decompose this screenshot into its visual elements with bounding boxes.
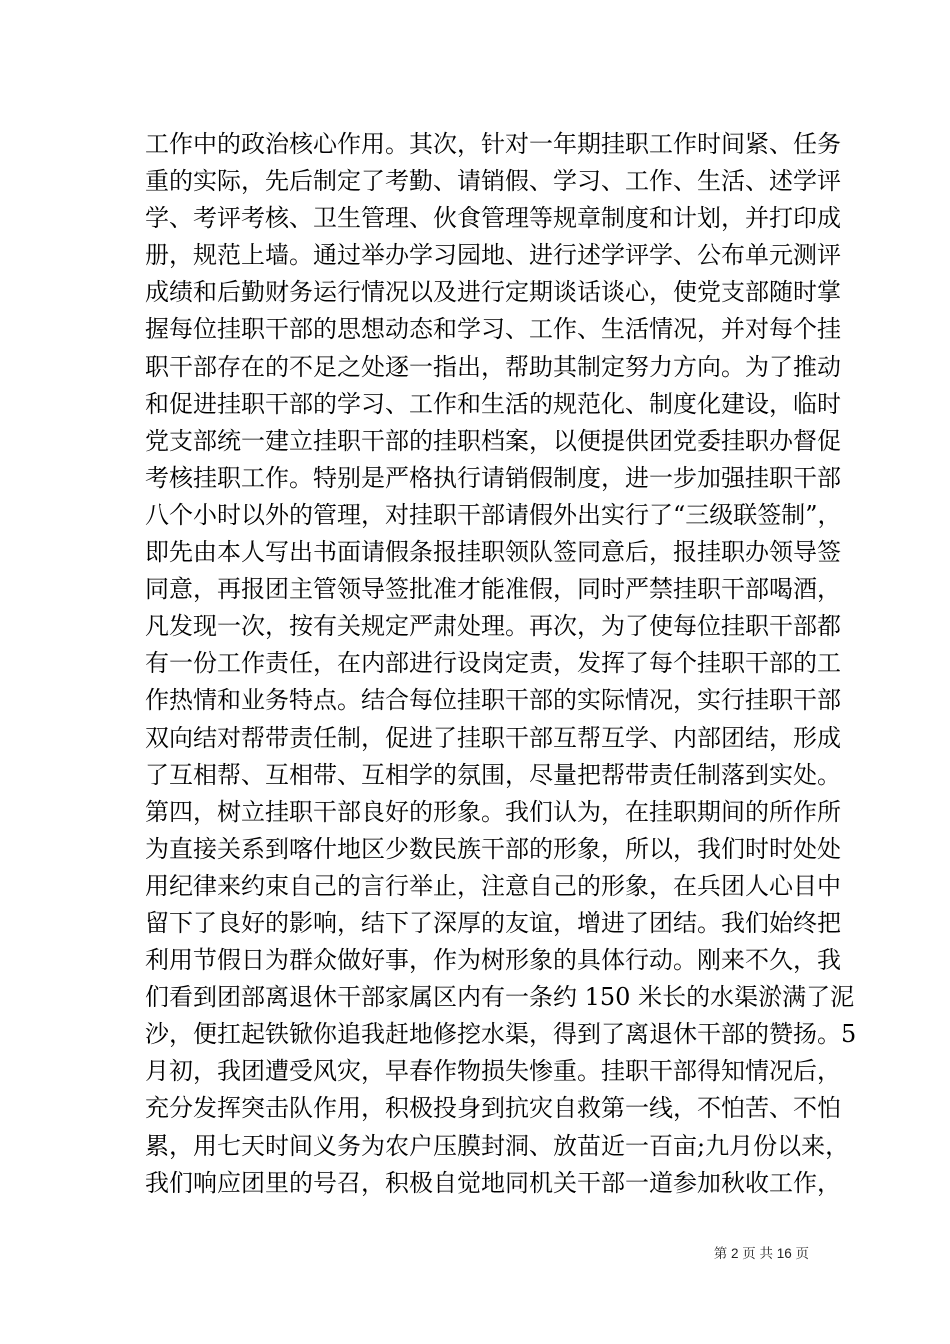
text-line: 双向结对帮带责任制，促进了挂职干部互帮互学、内部团结，形成 bbox=[145, 723, 841, 752]
text-line: 留下了良好的影响，结下了深厚的友谊，增进了团结。我们始终把 bbox=[145, 908, 841, 937]
text-line: 工作中的政治核心作用。其次，针对一年期挂职工作时间紧、任务 bbox=[145, 130, 841, 158]
text-line: 充分发挥突击队作用，积极投身到抗灾自救第一线，不怕苦、不怕 bbox=[145, 1094, 841, 1123]
body-text bbox=[145, 126, 857, 1202]
text-line: 职干部存在的不足之处逐一指出，帮助其制定努力方向。为了推动 bbox=[145, 352, 841, 381]
text-line: 月初，我团遭受风灾，早春作物损失惨重。挂职干部得知情况后， bbox=[145, 1057, 841, 1086]
text-line: 们看到团部离退休干部家属区内有一条约 150 米长的水渠淤满了泥 bbox=[145, 983, 855, 1012]
text-line: 成绩和后勤财务运行情况以及进行定期谈话谈心，使党支部随时掌 bbox=[145, 278, 841, 307]
text-line: 党支部统一建立挂职干部的挂职档案，以便提供团党委挂职办督促 bbox=[145, 426, 841, 455]
text-line: 考核挂职工作。特别是严格执行请销假制度，进一步加强挂职干部 bbox=[145, 463, 841, 492]
text-line: 了互相帮、互相带、互相学的氛围，尽量把帮带责任制落到实处。 bbox=[145, 760, 841, 789]
text-line: 我们响应团里的号召，积极自觉地同机关干部一道参加秋收工作， bbox=[145, 1168, 841, 1197]
text-line: 有一份工作责任，在内部进行设岗定责，发挥了每个挂职干部的工 bbox=[145, 649, 841, 678]
text-line: 和促进挂职干部的学习、工作和生活的规范化、制度化建设，临时 bbox=[145, 389, 841, 418]
text-line: 凡发现一次，按有关规定严肃处理。再次，为了使每位挂职干部都 bbox=[145, 612, 841, 641]
text-line: 用纪律来约束自己的言行举止，注意自己的形象，在兵团人心目中 bbox=[145, 871, 841, 900]
text-line: 学、考评考核、卫生管理、伙食管理等规章制度和计划，并打印成 bbox=[145, 204, 841, 233]
text-line: 利用节假日为群众做好事，作为树形象的具体行动。刚来不久，我 bbox=[145, 946, 841, 975]
text-line: 握每位挂职干部的思想动态和学习、工作、生活情况，并对每个挂 bbox=[145, 315, 841, 344]
text-line: 累，用七天时间义务为农户压膜封洞、放苗近一百亩;九月份以来， bbox=[145, 1131, 850, 1160]
text-line: 作热情和业务特点。结合每位挂职干部的实际情况，实行挂职干部 bbox=[145, 686, 841, 715]
text-line: 册，规范上墙。通过举办学习园地、进行述学评学、公布单元测评 bbox=[145, 241, 841, 270]
text-line: 重的实际，先后制定了考勤、请销假、学习、工作、生活、述学评 bbox=[145, 167, 841, 196]
text-line: 同意，再报团主管领导签批准才能准假，同时严禁挂职干部喝酒， bbox=[145, 575, 841, 604]
text-line: 沙，便扛起铁锨你追我赶地修挖水渠，得到了离退休干部的赞扬。5 bbox=[145, 1020, 857, 1049]
text-line: 第四，树立挂职干部良好的形象。我们认为，在挂职期间的所作所 bbox=[145, 797, 841, 826]
page-number-footer: 第 2 页 共 16 页 bbox=[713, 1246, 809, 1261]
text-line: 为直接关系到喀什地区少数民族干部的形象，所以，我们时时处处 bbox=[145, 834, 841, 863]
text-line: 即先由本人写出书面请假条报挂职领队签同意后，报挂职办领导签 bbox=[145, 538, 841, 567]
text-line: 八个小时以外的管理，对挂职干部请假外出实行了“三级联签制”， bbox=[145, 500, 842, 529]
